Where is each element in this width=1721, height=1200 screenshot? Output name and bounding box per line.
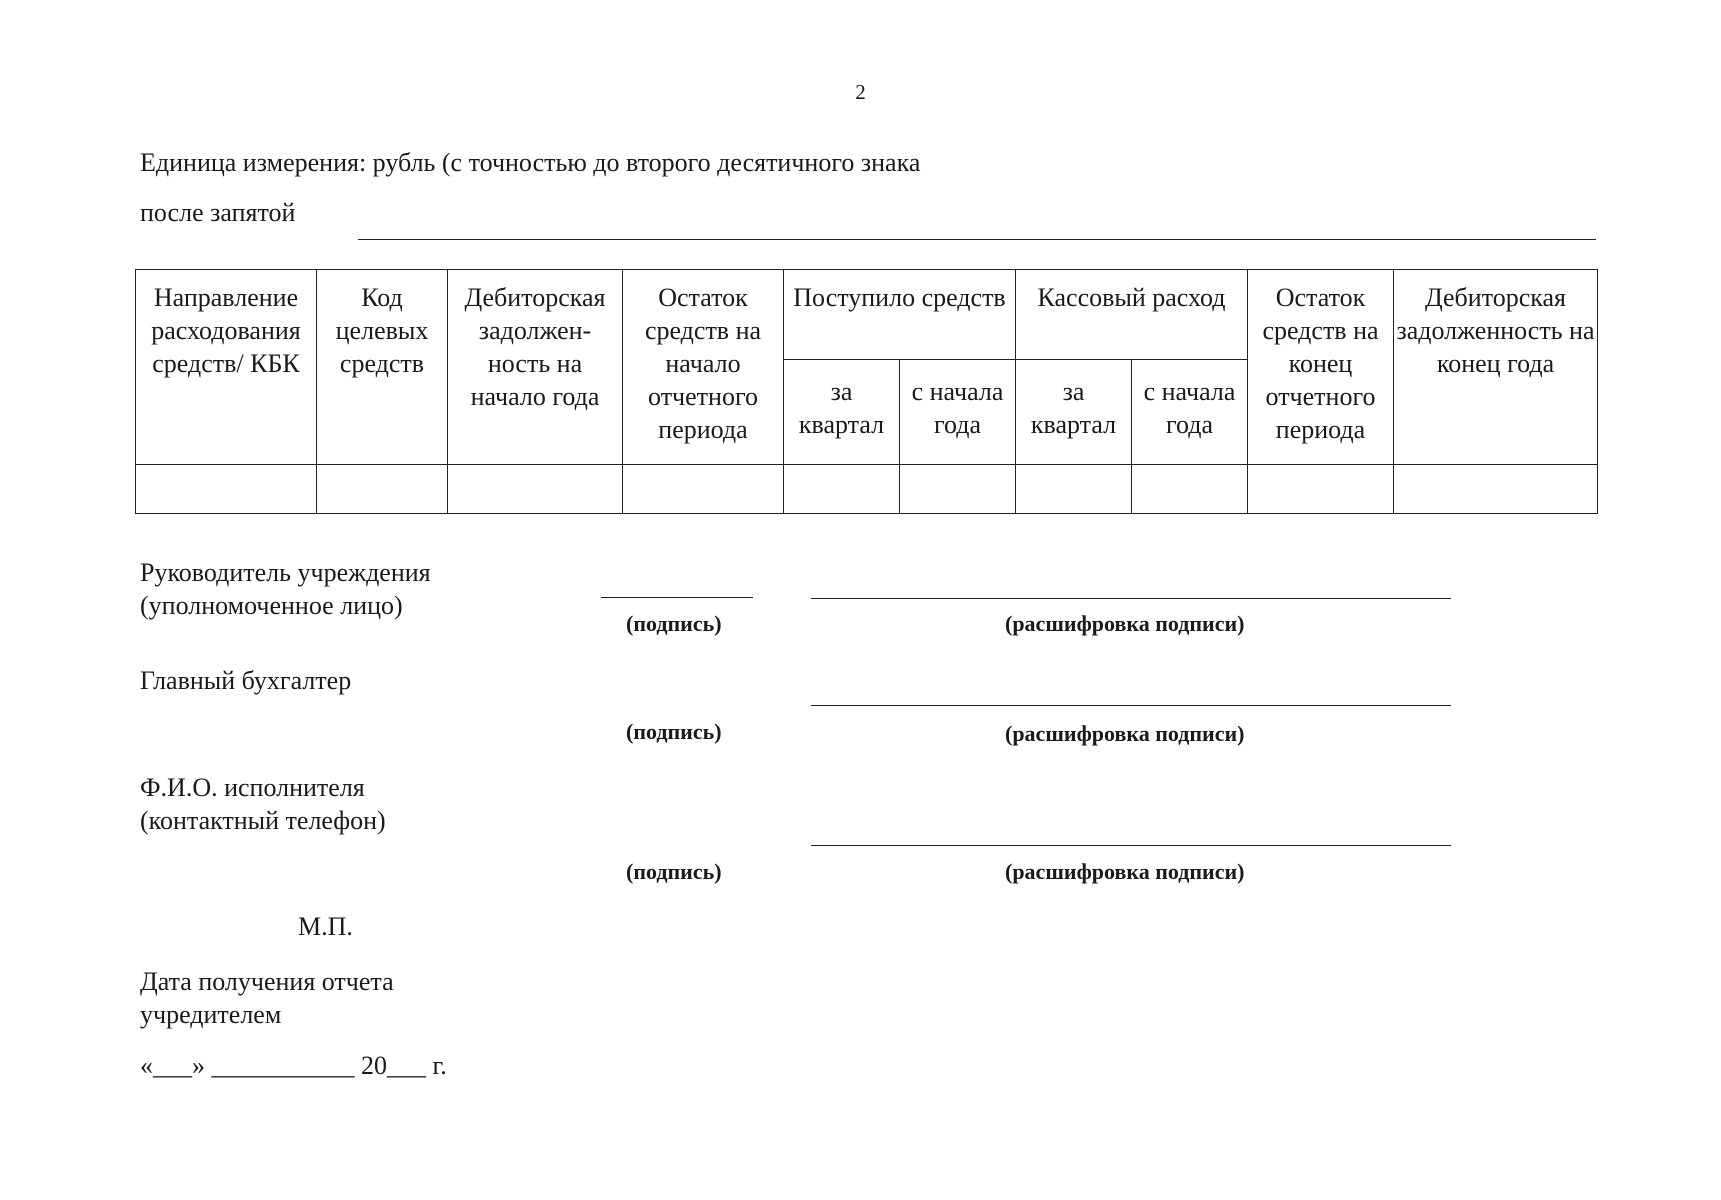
executor-label: Ф.И.О. исполнителя (контактный телефон)	[140, 773, 386, 835]
accountant-decode-caption: (расшифровка подписи)	[1005, 721, 1245, 746]
table-cell[interactable]	[784, 465, 900, 514]
table-cell[interactable]	[1132, 465, 1248, 514]
table-cell[interactable]	[136, 465, 317, 514]
subheader-received-ytd: с начала года	[900, 360, 1016, 465]
accountant-decode-line[interactable]	[811, 705, 1451, 706]
header-receivable-end: Дебиторская задолженность на конец года	[1394, 270, 1598, 465]
accountant-signature-caption: (подпись)	[626, 719, 722, 744]
table-cell[interactable]	[623, 465, 784, 514]
header-receivable-start: Дебиторская задолжен- ность на начало года	[448, 270, 623, 465]
report-table	[135, 269, 1598, 514]
head-decode-caption: (расшифровка подписи)	[1005, 611, 1245, 636]
header-cash-expense: Кассовый расход	[1016, 270, 1248, 360]
head-signature-line[interactable]	[601, 597, 753, 598]
head-signature-caption: (подпись)	[626, 611, 722, 636]
header-code: Код целевых средств	[317, 270, 448, 465]
head-of-institution-label: Руководитель учреждения (уполномоченное лицо)	[140, 558, 431, 620]
table-cell[interactable]	[900, 465, 1016, 514]
executor-decode-caption: (расшифровка подписи)	[1005, 859, 1245, 884]
executor-signature-caption: (подпись)	[626, 859, 722, 884]
units-of-measure-line1: Единица измерения: рубль (с точностью до второго десятичного знака	[140, 148, 921, 177]
receipt-date-field[interactable]: «___» ___________ 20___ г.	[140, 1051, 447, 1080]
header-direction: Направление расходования средств/ КБК	[136, 270, 317, 465]
table-cell[interactable]	[1016, 465, 1132, 514]
page-number: 2	[855, 80, 866, 104]
header-balance-end: Остаток средств на конец отчетного периода	[1248, 270, 1394, 465]
table-cell[interactable]	[1394, 465, 1598, 514]
subheader-expense-quarter: за квартал	[1016, 360, 1132, 465]
table-cell[interactable]	[317, 465, 448, 514]
header-balance-start: Остаток средств на начало отчетного периода	[623, 270, 784, 465]
head-decode-line[interactable]	[811, 598, 1451, 599]
table-cell[interactable]	[1248, 465, 1394, 514]
units-underline	[358, 239, 1596, 240]
subheader-expense-ytd: с начала года	[1132, 360, 1248, 465]
header-received: Поступило средств	[784, 270, 1016, 360]
executor-decode-line[interactable]	[811, 845, 1451, 846]
receipt-date-label: Дата получения отчета учредителем	[140, 967, 394, 1029]
subheader-received-quarter: за квартал	[784, 360, 900, 465]
chief-accountant-label: Главный бухгалтер	[140, 666, 352, 695]
table-row	[136, 465, 1598, 514]
stamp-placeholder: М.П.	[298, 912, 353, 941]
table-cell[interactable]	[448, 465, 623, 514]
units-of-measure-line2: после запятой	[140, 198, 296, 227]
